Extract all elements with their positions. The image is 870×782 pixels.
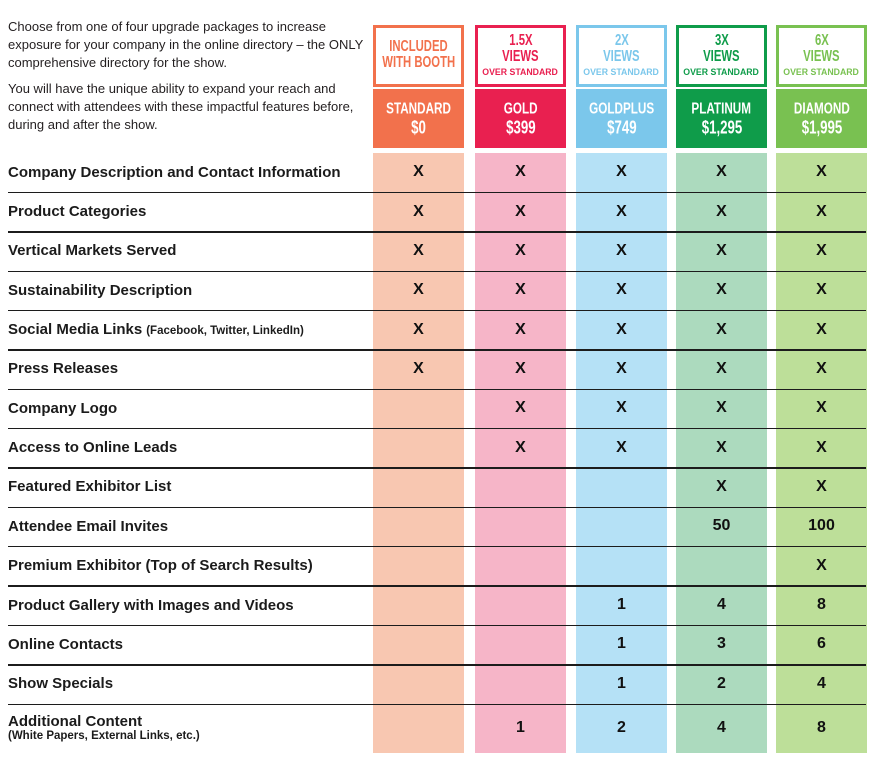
feature-cell: X — [816, 478, 827, 496]
feature-cell: X — [515, 320, 526, 338]
feature-label — [8, 192, 370, 231]
feature-cell: 3 — [717, 635, 726, 653]
feature-label-text — [8, 636, 370, 653]
feature-label-text — [8, 321, 370, 338]
feature-cell: 2 — [717, 674, 726, 692]
feature-cell: X — [616, 359, 627, 377]
views-badge-diamond — [776, 25, 867, 87]
feature-label-main: Show Specials — [8, 675, 114, 693]
feature-cell: X — [515, 281, 526, 299]
feature-label — [8, 231, 370, 270]
feature-label-main: Additional Content — [8, 712, 143, 730]
feature-cell: X — [413, 281, 424, 299]
feature-label-main: Press Releases — [8, 360, 119, 378]
package-header-gold — [475, 89, 566, 148]
feature-cell: 1 — [617, 674, 626, 692]
feature-label — [8, 310, 370, 349]
feature-label-text — [8, 164, 370, 181]
feature-label-text — [8, 439, 370, 456]
package-price-text: $0 — [411, 117, 426, 138]
package-name — [580, 101, 663, 116]
feature-label — [8, 428, 370, 467]
feature-cell: 1 — [617, 596, 626, 614]
feature-cell: X — [616, 241, 627, 259]
feature-label — [8, 271, 370, 310]
views-badge-line2: VIEWS — [603, 48, 640, 66]
package-name — [377, 101, 460, 116]
feature-label-main: Featured Exhibitor List — [8, 478, 172, 496]
intro-paragraph-1: Choose from one of four upgrade packages to increase exposure for your company in the online directory – the ONLY comprehensive directory for the show. — [8, 19, 364, 70]
feature-cell: X — [816, 202, 827, 220]
feature-cell: X — [716, 438, 727, 456]
package-header-platinum — [676, 89, 767, 148]
feature-label — [8, 704, 370, 753]
feature-label-main: Online Contacts — [8, 635, 124, 653]
feature-label-text — [8, 557, 370, 574]
feature-label-suffix: (Facebook, Twitter, LinkedIn) — [146, 324, 304, 337]
feature-label — [8, 546, 370, 585]
feature-label-main: Product Categories — [8, 202, 147, 220]
views-badge-platinum — [676, 25, 767, 87]
feature-label-main: Attendee Email Invites — [8, 517, 169, 535]
feature-cell: X — [816, 399, 827, 417]
feature-cell: X — [616, 399, 627, 417]
intro-text — [8, 18, 368, 143]
intro-paragraph-2: You will have the unique ability to expand your reach and connect with attendees with these impactful features before, during and after the show. — [8, 81, 354, 132]
feature-cell: X — [413, 202, 424, 220]
feature-cell: 4 — [817, 674, 826, 692]
feature-cell: X — [716, 163, 727, 181]
feature-cell: X — [816, 556, 827, 574]
feature-label — [8, 507, 370, 546]
feature-cell: 4 — [717, 719, 726, 737]
views-badge-line1: 6X — [814, 32, 829, 50]
views-badge-line2: VIEWS — [803, 48, 840, 66]
feature-cell: X — [816, 163, 827, 181]
package-header-standard — [373, 89, 464, 148]
package-header-diamond — [776, 89, 867, 148]
feature-cell: 6 — [817, 635, 826, 653]
feature-label-main: Company Description and Contact Information — [8, 163, 341, 181]
feature-label-text — [8, 597, 370, 614]
feature-cell: 2 — [617, 719, 626, 737]
feature-cell: X — [616, 320, 627, 338]
views-badge-line2: VIEWS — [502, 48, 539, 66]
feature-label-text — [8, 242, 370, 259]
feature-label-main: Sustainability Description — [8, 281, 193, 299]
views-badge-gold — [475, 25, 566, 87]
views-badge-line2: WITH BOOTH — [382, 54, 455, 72]
feature-label — [8, 389, 370, 428]
feature-label-main: Access to Online Leads — [8, 439, 178, 457]
views-badge-line1: 1.5X — [508, 32, 533, 50]
package-price-text: $1,995 — [801, 117, 842, 138]
feature-cell: X — [816, 241, 827, 259]
feature-label-text — [8, 282, 370, 299]
feature-label — [8, 664, 370, 703]
package-name-text: STANDARD — [386, 99, 451, 118]
views-badge-line1: 3X — [714, 32, 729, 50]
feature-cell: 100 — [808, 517, 835, 535]
views-badge-line2: VIEWS — [703, 48, 740, 66]
feature-cell: X — [616, 281, 627, 299]
views-badge-line1: INCLUDED — [389, 38, 448, 56]
feature-label — [8, 625, 370, 664]
package-name — [683, 101, 759, 116]
feature-cell: 1 — [516, 719, 525, 737]
feature-cell: X — [616, 163, 627, 181]
feature-cell: X — [716, 478, 727, 496]
feature-label-subline: (White Papers, External Links, etc.) — [8, 729, 200, 742]
feature-label-text — [8, 400, 370, 417]
feature-cell: X — [716, 320, 727, 338]
package-name-text: PLATINUM — [691, 99, 752, 118]
views-badge-subline: OVER STANDARD — [783, 66, 860, 78]
feature-cell: X — [816, 438, 827, 456]
feature-cell: 1 — [617, 635, 626, 653]
feature-cell: X — [616, 438, 627, 456]
feature-cell: X — [515, 241, 526, 259]
feature-label-main: Product Gallery with Images and Videos — [8, 596, 294, 614]
feature-label — [8, 585, 370, 624]
package-price — [603, 119, 641, 136]
feature-cell: X — [413, 359, 424, 377]
package-name-text: GOLD — [503, 99, 538, 118]
feature-cell: X — [413, 241, 424, 259]
feature-cell: X — [716, 202, 727, 220]
feature-label — [8, 153, 370, 192]
feature-cell: 8 — [817, 596, 826, 614]
feature-cell: X — [816, 359, 827, 377]
feature-label-text — [8, 360, 370, 377]
feature-cell: X — [616, 202, 627, 220]
feature-cell: X — [816, 320, 827, 338]
feature-label-main: Vertical Markets Served — [8, 242, 177, 260]
feature-label-text — [8, 203, 370, 220]
package-price — [796, 119, 848, 136]
feature-label-text — [8, 478, 370, 495]
package-name-text: GOLDPLUS — [588, 99, 655, 118]
package-price — [696, 119, 748, 136]
feature-cell: X — [716, 399, 727, 417]
feature-cell: X — [716, 281, 727, 299]
feature-cell: X — [716, 359, 727, 377]
feature-cell: X — [515, 399, 526, 417]
feature-label-main: Company Logo — [8, 399, 118, 417]
package-price-text: $749 — [606, 117, 637, 138]
package-name-text: DIAMOND — [793, 99, 850, 118]
feature-label-text — [8, 518, 370, 535]
feature-cell: X — [515, 359, 526, 377]
package-price-text: $1,295 — [701, 117, 742, 138]
feature-cell: X — [515, 438, 526, 456]
feature-cell: X — [716, 241, 727, 259]
feature-label-text — [8, 675, 370, 692]
feature-cell: X — [413, 320, 424, 338]
feature-cell: 50 — [712, 517, 731, 535]
feature-cell: X — [515, 202, 526, 220]
views-badge-subline: OVER STANDARD — [683, 66, 760, 78]
feature-cell: X — [413, 163, 424, 181]
views-badge-standard — [373, 25, 464, 87]
package-name — [786, 101, 858, 116]
package-price — [409, 119, 428, 136]
views-badge-subline: OVER STANDARD — [583, 66, 660, 78]
package-price — [502, 119, 540, 136]
package-header-goldplus — [576, 89, 667, 148]
package-name — [499, 101, 542, 116]
feature-label — [8, 349, 370, 388]
views-badge-goldplus — [576, 25, 667, 87]
feature-cell: 8 — [817, 719, 826, 737]
feature-label — [8, 467, 370, 506]
feature-label-main: Social Media Links — [8, 320, 143, 338]
package-price-text: $399 — [505, 117, 536, 138]
feature-label-main: Premium Exhibitor (Top of Search Results) — [8, 557, 313, 575]
feature-cell: 4 — [717, 596, 726, 614]
views-badge-line1: 2X — [614, 32, 629, 50]
feature-cell: X — [515, 163, 526, 181]
feature-cell: X — [816, 281, 827, 299]
views-badge-subline: OVER STANDARD — [482, 66, 559, 78]
feature-label-text — [8, 713, 370, 730]
